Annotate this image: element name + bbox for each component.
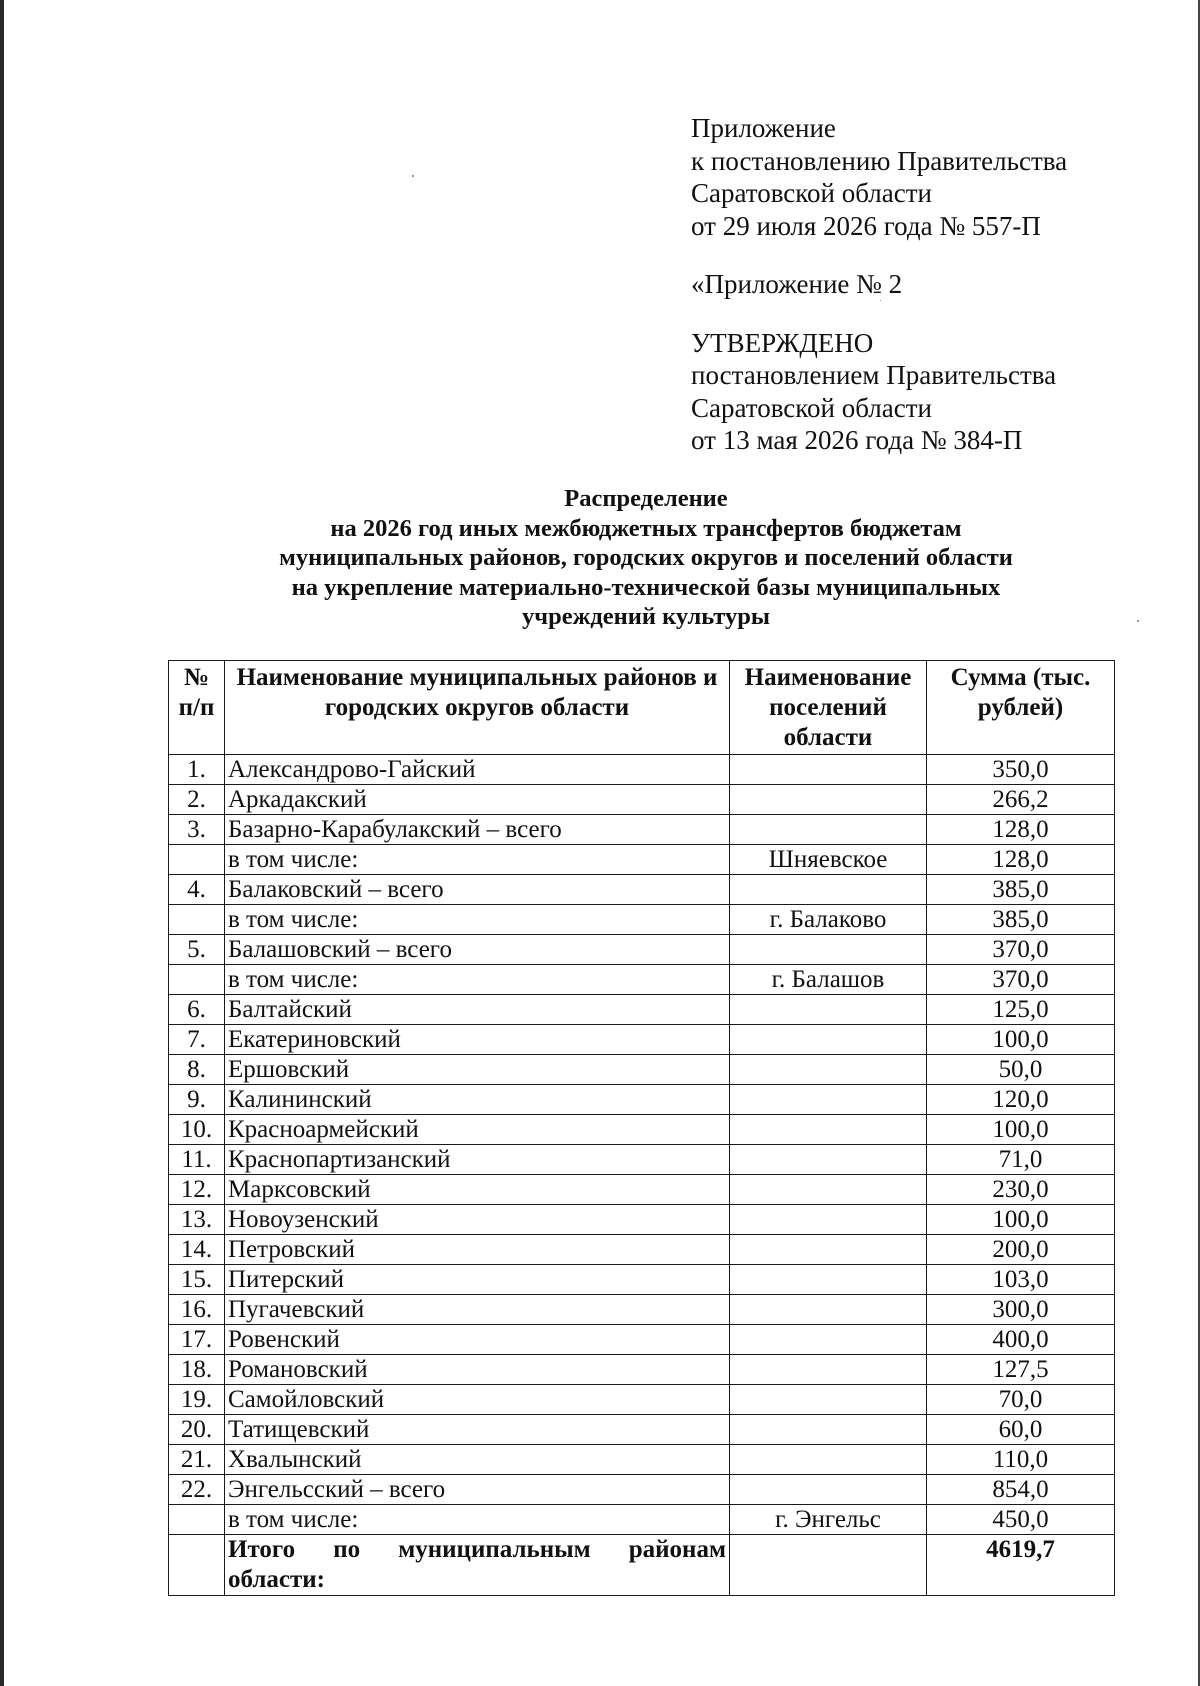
row-settlement-name: г. Балаково	[730, 905, 927, 935]
row-number	[169, 905, 225, 935]
row-district-name: Александрово-Гайский	[225, 755, 730, 785]
row-settlement-name	[730, 1265, 927, 1295]
row-district-name: в том числе:	[225, 1505, 730, 1535]
row-settlement-name	[730, 1055, 927, 1085]
row-number: 11.	[169, 1145, 225, 1175]
approval-line: от 29 июля 2026 года № 557-П	[691, 210, 1041, 241]
row-sum: 110,0	[927, 1445, 1115, 1475]
table-row	[169, 1385, 1115, 1415]
table-row	[169, 1325, 1115, 1355]
table-row	[169, 1445, 1115, 1475]
table-row	[169, 1115, 1115, 1145]
row-number: 4.	[169, 875, 225, 905]
table-row	[169, 785, 1115, 815]
approval-block	[691, 112, 1151, 457]
row-number: 20.	[169, 1415, 225, 1445]
header-settlement-name: Наименование поселений области	[730, 661, 927, 755]
row-district-name: Марксовский	[225, 1175, 730, 1205]
row-district-name: в том числе:	[225, 845, 730, 875]
row-sum: 370,0	[927, 935, 1115, 965]
table-row	[169, 1055, 1115, 1085]
table-row	[169, 1175, 1115, 1205]
title-line: муниципальных районов, городских округов и поселений области	[279, 544, 1013, 571]
approved-line: Саратовской области	[691, 392, 932, 423]
row-settlement-name: г. Балашов	[730, 965, 927, 995]
row-settlement-name	[730, 1235, 927, 1265]
row-sum: 60,0	[927, 1415, 1115, 1445]
row-number: 16.	[169, 1295, 225, 1325]
row-settlement-name	[730, 1415, 927, 1445]
row-number: 2.	[169, 785, 225, 815]
row-number: 18.	[169, 1355, 225, 1385]
row-settlement-name	[730, 1385, 927, 1415]
row-district-name: Балаковский – всего	[225, 875, 730, 905]
row-settlement-name: г. Энгельс	[730, 1505, 927, 1535]
row-number: 19.	[169, 1385, 225, 1415]
row-settlement-name	[730, 875, 927, 905]
table-row	[169, 1235, 1115, 1265]
row-settlement-name	[730, 1325, 927, 1355]
table-row	[169, 755, 1115, 785]
row-settlement-name: Шняевское	[730, 845, 927, 875]
table-total-row	[169, 1535, 1115, 1596]
table-row	[169, 1205, 1115, 1235]
row-sum: 100,0	[927, 1025, 1115, 1055]
row-sum: 200,0	[927, 1235, 1115, 1265]
table-row	[169, 1025, 1115, 1055]
row-settlement-name	[730, 1205, 927, 1235]
row-number: 14.	[169, 1235, 225, 1265]
row-number: 22.	[169, 1475, 225, 1505]
row-sum: 120,0	[927, 1085, 1115, 1115]
row-district-name: Ровенский	[225, 1325, 730, 1355]
row-sum: 128,0	[927, 845, 1115, 875]
row-district-name: Аркадакский	[225, 785, 730, 815]
table-row	[169, 1415, 1115, 1445]
allocation-table	[168, 660, 1115, 1596]
row-sum: 400,0	[927, 1325, 1115, 1355]
row-district-name: Новоузенский	[225, 1205, 730, 1235]
row-number: 17.	[169, 1325, 225, 1355]
row-sum: 385,0	[927, 905, 1115, 935]
row-district-name: Хвалынский	[225, 1445, 730, 1475]
approval-line: Саратовской области	[691, 178, 932, 208]
table-row	[169, 1085, 1115, 1115]
row-settlement-name	[730, 1145, 927, 1175]
row-number: 1.	[169, 755, 225, 785]
row-sum: 230,0	[927, 1175, 1115, 1205]
row-sum: 300,0	[927, 1295, 1115, 1325]
row-district-name: Красноармейский	[225, 1115, 730, 1145]
row-sum: 370,0	[927, 965, 1115, 995]
total-settlement-cell	[730, 1535, 927, 1596]
row-sum: 125,0	[927, 995, 1115, 1025]
table-row	[169, 815, 1115, 845]
row-settlement-name	[730, 1355, 927, 1385]
title-line: учреждений культуры	[522, 603, 770, 630]
row-district-name: в том числе:	[225, 965, 730, 995]
table-subrow	[169, 845, 1115, 875]
title-line: Распределение	[564, 485, 728, 512]
row-number: 15.	[169, 1265, 225, 1295]
title-line: на укрепление материально-технической базы муниципальных	[291, 573, 1001, 601]
annex-label: «Приложение № 2	[691, 269, 903, 299]
row-number: 5.	[169, 935, 225, 965]
row-district-name: Питерский	[225, 1265, 730, 1295]
row-number	[169, 965, 225, 995]
approval-line: Приложение	[691, 113, 836, 143]
total-sum: 4619,7	[927, 1535, 1115, 1596]
row-sum: 103,0	[927, 1265, 1115, 1295]
table-body	[169, 755, 1115, 1535]
row-sum: 100,0	[927, 1205, 1115, 1235]
row-settlement-name	[730, 1445, 927, 1475]
row-number: 21.	[169, 1445, 225, 1475]
document-title	[150, 484, 1142, 632]
row-sum: 50,0	[927, 1055, 1115, 1085]
row-number: 3.	[169, 815, 225, 845]
row-sum: 100,0	[927, 1115, 1115, 1145]
row-district-name: Ершовский	[225, 1055, 730, 1085]
row-settlement-name	[730, 755, 927, 785]
approval-line: к постановлению Правительства	[691, 145, 1068, 176]
row-sum: 350,0	[927, 755, 1115, 785]
row-district-name: Энгельсский – всего	[225, 1475, 730, 1505]
row-settlement-name	[730, 995, 927, 1025]
row-district-name: Самойловский	[225, 1385, 730, 1415]
table-row	[169, 1145, 1115, 1175]
row-district-name: Татищевский	[225, 1415, 730, 1445]
table-row	[169, 935, 1115, 965]
row-sum: 266,2	[927, 785, 1115, 815]
row-sum: 385,0	[927, 875, 1115, 905]
row-number: 13.	[169, 1205, 225, 1235]
row-sum: 71,0	[927, 1145, 1115, 1175]
row-number	[169, 1505, 225, 1535]
table-row	[169, 1355, 1115, 1385]
title-line: на 2026 год иных межбюджетных трансфертов бюджетам	[330, 514, 962, 542]
row-sum: 70,0	[927, 1385, 1115, 1415]
row-district-name: Калининский	[225, 1085, 730, 1115]
row-district-name: в том числе:	[225, 905, 730, 935]
approved-line: постановлением Правительства	[691, 360, 1057, 390]
table-row	[169, 1265, 1115, 1295]
row-settlement-name	[730, 1025, 927, 1055]
row-district-name: Краснопартизанский	[225, 1145, 730, 1175]
row-settlement-name	[730, 1175, 927, 1205]
row-district-name: Екатериновский	[225, 1025, 730, 1055]
approved-line: от 13 мая 2026 года № 384-П	[691, 425, 1023, 455]
row-district-name: Пугачевский	[225, 1295, 730, 1325]
row-sum: 854,0	[927, 1475, 1115, 1505]
approved-line: УТВЕРЖДЕНО	[691, 327, 874, 358]
row-district-name: Балтайский	[225, 995, 730, 1025]
row-settlement-name	[730, 1085, 927, 1115]
table-row	[169, 875, 1115, 905]
total-label: Итого по муниципальным районам области:	[225, 1535, 730, 1596]
row-number: 7.	[169, 1025, 225, 1055]
row-settlement-name	[730, 1295, 927, 1325]
table-subrow	[169, 905, 1115, 935]
table-header-row	[169, 661, 1115, 755]
header-number: № п/п	[169, 661, 225, 755]
row-settlement-name	[730, 1115, 927, 1145]
scan-edge-left	[0, 0, 4, 1686]
row-number: 10.	[169, 1115, 225, 1145]
table-row	[169, 995, 1115, 1025]
row-district-name: Балашовский – всего	[225, 935, 730, 965]
row-district-name: Базарно-Карабулакский – всего	[225, 815, 730, 845]
row-settlement-name	[730, 785, 927, 815]
table-subrow	[169, 965, 1115, 995]
table-row	[169, 1295, 1115, 1325]
table-subrow	[169, 1505, 1115, 1535]
row-number: 8.	[169, 1055, 225, 1085]
header-sum: Сумма (тыс. рублей)	[927, 661, 1115, 755]
row-number: 9.	[169, 1085, 225, 1115]
header-district-name: Наименование муниципальных районов и городских округов области	[225, 661, 730, 755]
row-settlement-name	[730, 815, 927, 845]
row-settlement-name	[730, 1475, 927, 1505]
table-row	[169, 1475, 1115, 1505]
row-number	[169, 845, 225, 875]
row-settlement-name	[730, 935, 927, 965]
row-number: 6.	[169, 995, 225, 1025]
row-number: 12.	[169, 1175, 225, 1205]
row-sum: 127,5	[927, 1355, 1115, 1385]
scan-speck	[412, 175, 414, 177]
row-district-name: Романовский	[225, 1355, 730, 1385]
total-num-cell	[169, 1535, 225, 1596]
row-sum: 128,0	[927, 815, 1115, 845]
row-sum: 450,0	[927, 1505, 1115, 1535]
row-district-name: Петровский	[225, 1235, 730, 1265]
